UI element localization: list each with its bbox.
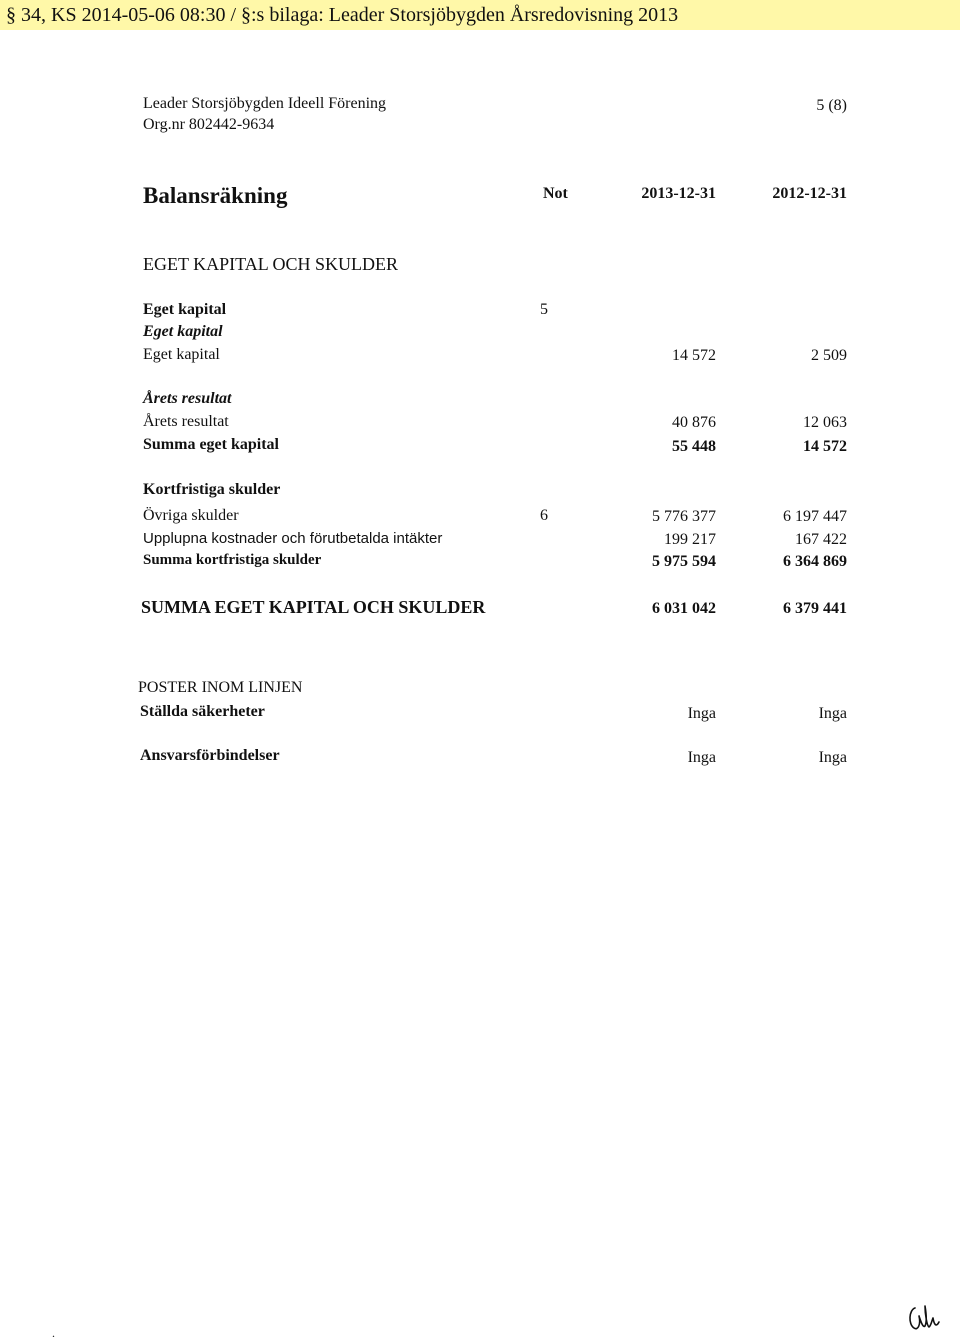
section-heading-eget-kapital-och-skulder: EGET KAPITAL OCH SKULDER [143,254,399,274]
value-2012: 12 063 [803,414,847,431]
value-2012: 14 572 [803,438,847,455]
eget-kapital-note: 5 [540,301,548,318]
document-banner: § 34, KS 2014-05-06 08:30 / §:s bilaga: Leader Storsjöbygden Årsredovisning 2013 [0,0,960,30]
row-label: Eget kapital [143,346,220,363]
signature-initials [905,1300,945,1334]
page-number: 5 (8) [816,97,847,114]
value-2013: Inga [687,705,716,722]
org-number: Org.nr 802442-9634 [143,116,275,133]
statement-title: Balansräkning [143,183,288,208]
value-2012: 6 379 441 [783,600,847,617]
column-header-2012: 2012-12-31 [772,185,847,202]
row-label: Årets resultat [143,413,229,430]
row-label: Summa kortfristiga skulder [143,552,322,568]
value-2012: Inga [818,749,847,766]
value-2012: 2 509 [811,347,847,364]
arets-resultat-subheading: Årets resultat [143,390,232,407]
value-2013: 6 031 042 [652,600,716,617]
org-name: Leader Storsjöbygden Ideell Förening [143,95,387,112]
value-2012: 167 422 [795,531,847,548]
row-label: Summa eget kapital [143,436,279,453]
row-note: 6 [540,507,548,524]
value-2012: 6 197 447 [783,508,847,525]
row-label: Upplupna kostnader och förutbetalda intäkter [143,530,443,547]
column-header-not: Not [543,185,568,202]
value-2013: 199 217 [664,531,716,548]
footer-dot: . [52,1326,55,1340]
row-label: Ansvarsförbindelser [140,747,280,764]
value-2013: 5 776 377 [652,508,716,525]
eget-kapital-subheading: Eget kapital [143,323,223,340]
value-2013: 55 448 [672,438,716,455]
eget-kapital-heading: Eget kapital [143,301,227,318]
row-label: Övriga skulder [143,507,239,524]
row-label: Ställda säkerheter [140,703,265,720]
value-2013: 14 572 [672,347,716,364]
kortfristiga-skulder-heading: Kortfristiga skulder [143,481,281,498]
value-2013: 5 975 594 [652,553,716,570]
row-label: SUMMA EGET KAPITAL OCH SKULDER [141,597,486,617]
value-2012: Inga [818,705,847,722]
value-2013: 40 876 [672,414,716,431]
column-header-2013: 2013-12-31 [641,185,716,202]
value-2013: Inga [687,749,716,766]
value-2012: 6 364 869 [783,553,847,570]
poster-inom-linjen-heading: POSTER INOM LINJEN [138,679,303,696]
